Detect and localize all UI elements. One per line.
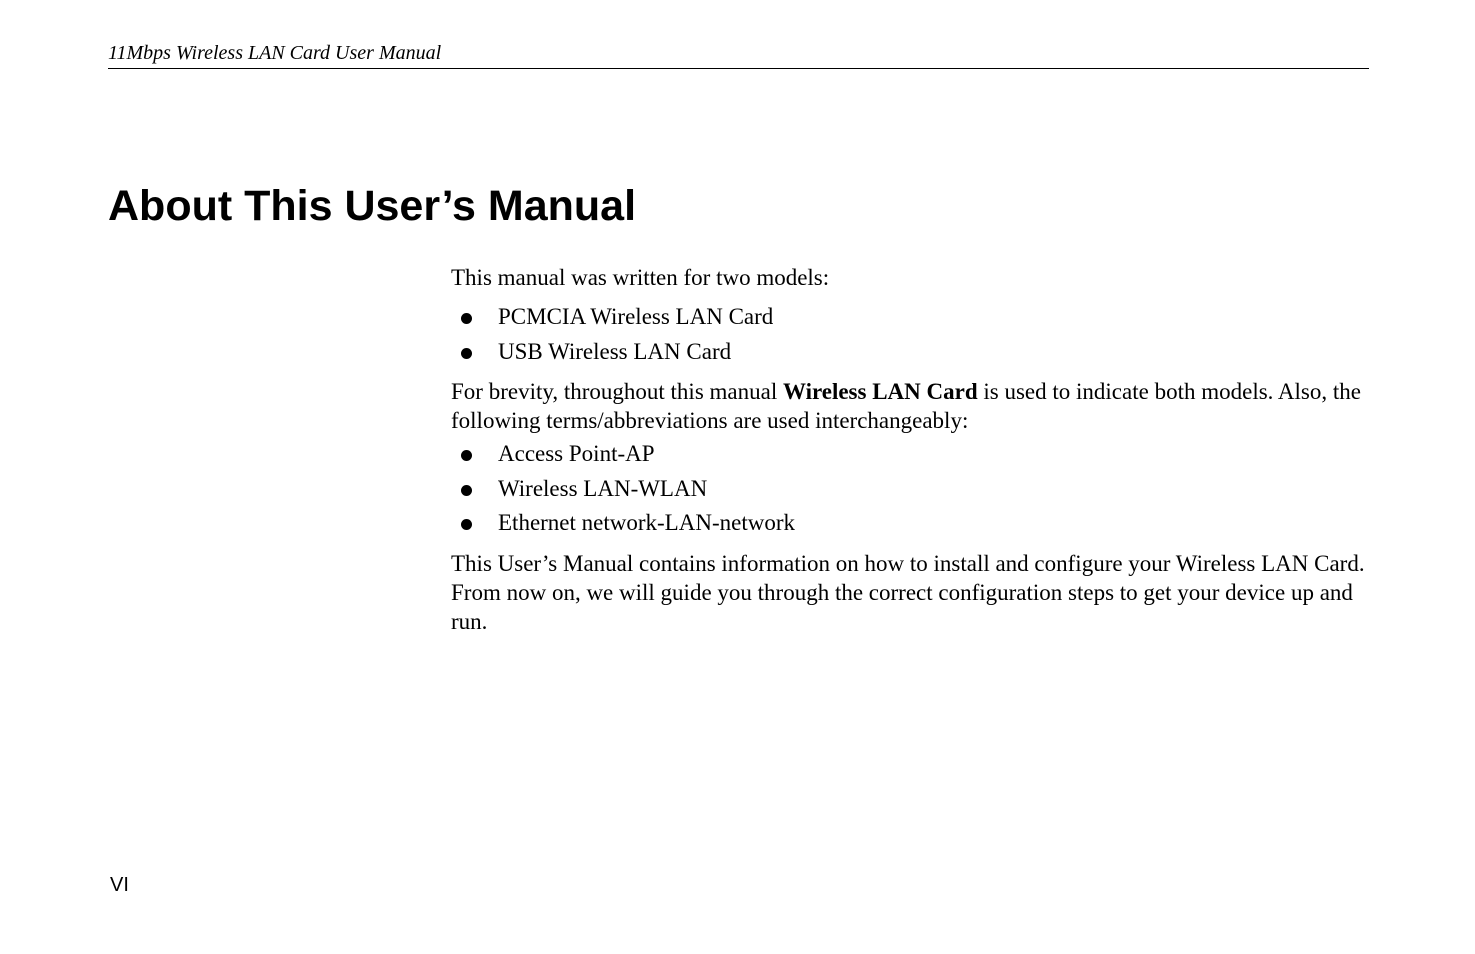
list-item	[451, 472, 1371, 507]
list-item-label: Ethernet network-LAN-network	[498, 510, 795, 535]
bullet-icon	[461, 348, 472, 359]
intro-paragraph: This manual was written for two models:	[451, 265, 830, 290]
list-item	[451, 437, 1371, 472]
list-item-label: Wireless LAN-WLAN	[498, 475, 708, 501]
brevity-paragraph	[451, 377, 1371, 435]
list-item-label: USB Wireless LAN Card	[498, 338, 732, 364]
bullet-icon	[461, 450, 472, 461]
brevity-text-before: For brevity, throughout this manual	[451, 379, 783, 404]
running-header: 11Mbps Wireless LAN Card User Manual	[108, 40, 1369, 69]
terms-list	[451, 437, 1371, 541]
bullet-icon	[461, 519, 472, 530]
models-list	[451, 300, 1371, 369]
list-item-label: PCMCIA Wireless LAN Card	[498, 304, 774, 329]
list-item	[451, 335, 1371, 370]
bullet-icon	[461, 485, 472, 496]
closing-paragraph: This User’s Manual contains information on how to install and configure your Wireless LAN Card. From now on, we will guide you through the correct configuration steps to get your device up and run.	[451, 550, 1365, 634]
page-number: VI	[110, 874, 129, 896]
content-body	[451, 263, 1371, 636]
list-item-label: Access Point-AP	[498, 441, 655, 466]
list-item	[451, 506, 1371, 541]
list-item	[451, 300, 1371, 335]
brevity-text-after: is used to indicate both models. Also, the following terms/abbreviations are used interchangeably:	[451, 379, 1361, 433]
brevity-emphasis: Wireless LAN Card	[782, 379, 978, 404]
page-title: About This User’s Manual	[108, 182, 637, 230]
bullet-icon	[461, 313, 472, 324]
